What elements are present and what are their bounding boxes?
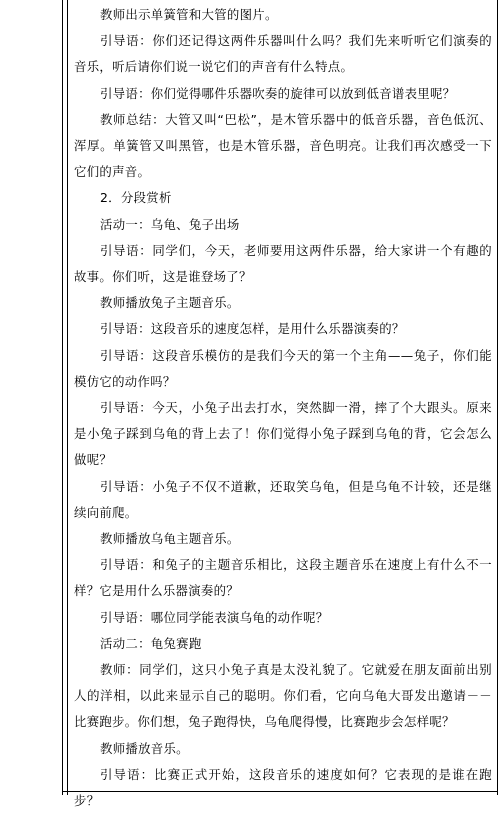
table-column-divider xyxy=(67,0,68,795)
paragraph: 教师总结：大管又叫“巴松”，是木管乐器中的低音乐器，音色低沉、浑厚。单簧管又叫黑管，也是木管乐器，音色明亮。让我们再次感受一下它们的声音。 xyxy=(74,111,492,180)
lesson-content xyxy=(74,2,492,814)
paragraph: 引导语：今天，小兔子出去打水，突然脚一滑，摔了个大跟头。原来是小兔子踩到乌龟的背上去了！你们觉得小兔子踩到乌龟的背，它会怎么做呢？ xyxy=(74,400,492,468)
paragraph: 引导语：你们还记得这两件乐器叫什么吗？我们先来听听它们演奏的音乐，听后请你们说一说它们的声音有什么特点。 xyxy=(74,33,492,75)
table-border-left xyxy=(62,0,63,795)
paragraph: 引导语：你们觉得哪件乐器吹奏的旋律可以放到低音谱表里呢？ xyxy=(100,85,456,101)
section-heading: 2．分段赏析 xyxy=(100,190,172,206)
paragraph: 引导语：这段音乐的速度怎样，是用什么乐器演奏的？ xyxy=(100,321,405,337)
activity-heading: 活动二：龟兔赛跑 xyxy=(100,635,202,651)
table-border-right xyxy=(497,0,498,795)
paragraph: 引导语：小兔子不仅不道歉，还取笑乌龟，但是乌龟不计较，还是继续向前爬。 xyxy=(74,478,492,520)
paragraph: 教师播放乌龟主题音乐。 xyxy=(100,531,240,547)
paragraph: 引导语：比赛正式开始，这段音乐的速度如何？它表现的是谁在跑步？ xyxy=(74,766,492,809)
paragraph: 引导语：和兔子的主题音乐相比，这段主题音乐在速度上有什么不一样？它是用什么乐器演奏的？ xyxy=(74,557,492,599)
paragraph: 教师：同学们，这只小兔子真是太没礼貌了。它就爱在朋友面前出别人的洋相，以此来显示自己的聪明。你们看，它向乌龟大哥发出邀请－－比赛跑步。你们想，兔子跑得快，乌龟爬得慢，比赛跑步会怎样呢？ xyxy=(74,662,492,730)
paragraph: 引导语：这段音乐模仿的是我们今天的第一个主角——兔子，你们能模仿它的动作吗？ xyxy=(74,347,492,389)
activity-heading: 活动一：乌龟、兔子出场 xyxy=(100,216,240,232)
paragraph: 教师出示单簧管和大管的图片。 xyxy=(100,7,278,22)
paragraph: 教师播放兔子主题音乐。 xyxy=(100,295,240,311)
paragraph: 引导语：同学们，今天，老师要用这两件乐器，给大家讲一个有趣的故事。你们听，这是谁登场了？ xyxy=(74,242,492,285)
paragraph: 引导语：哪位同学能表演乌龟的动作呢？ xyxy=(100,609,329,625)
paragraph: 教师播放音乐。 xyxy=(100,740,189,756)
